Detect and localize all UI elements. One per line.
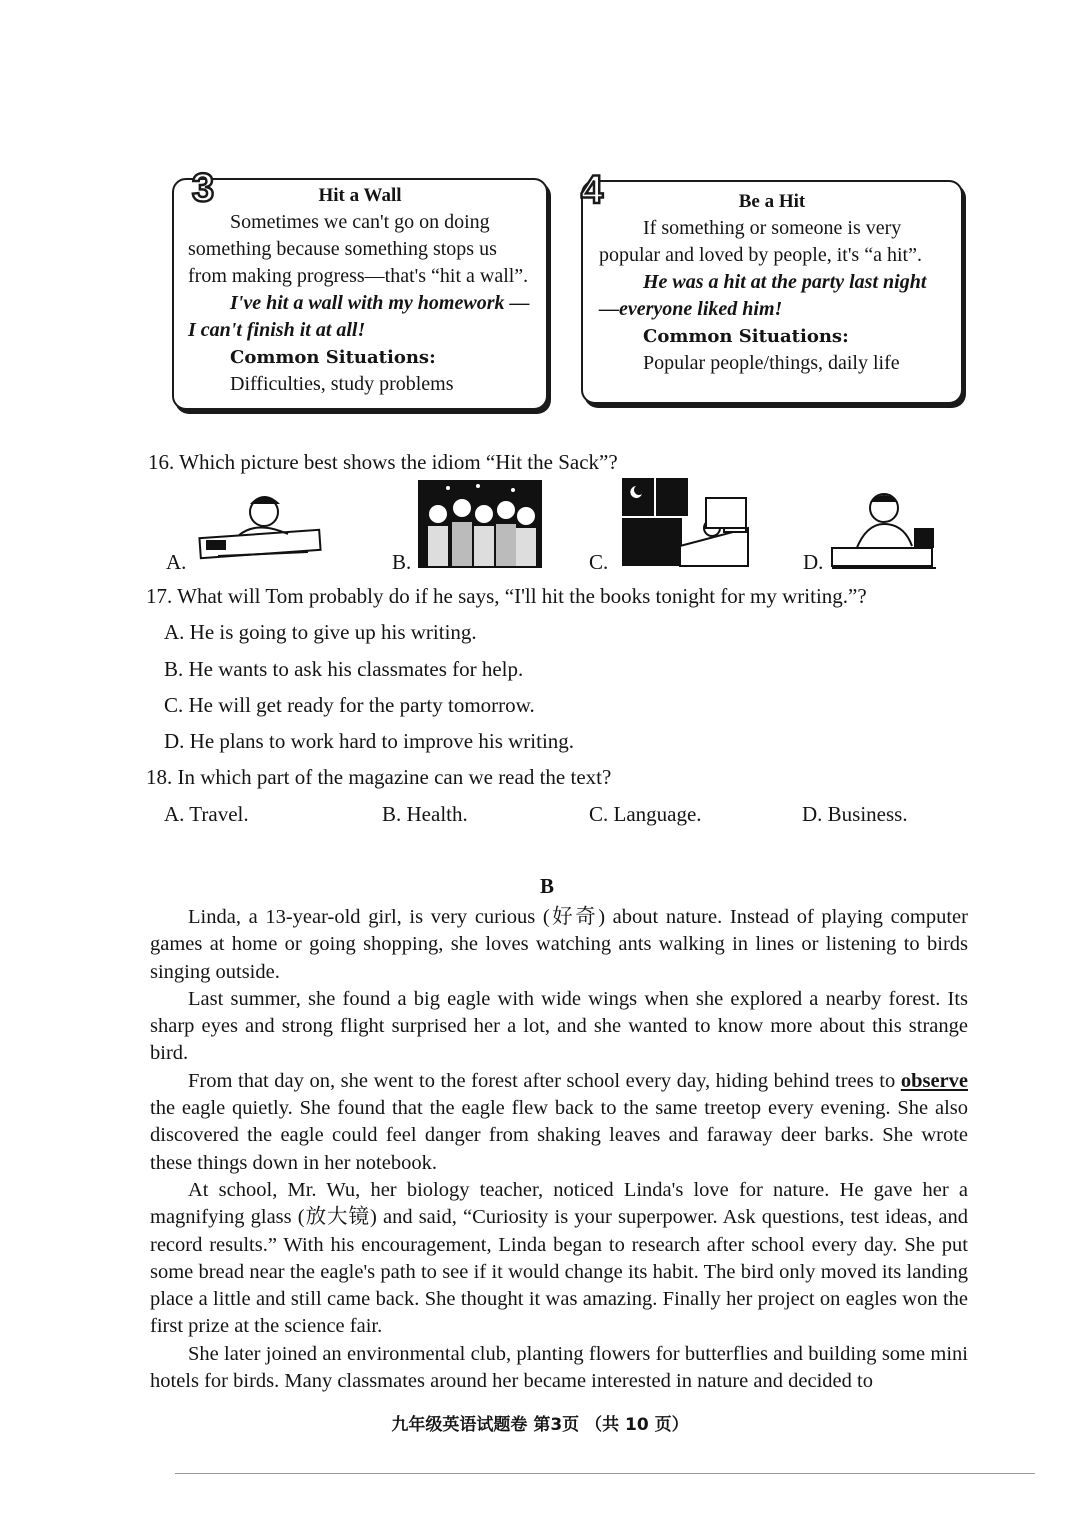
- party-crowd-illustration: [418, 480, 542, 568]
- card-situations: Difficulties, study problems: [230, 373, 454, 395]
- q18-option-a[interactable]: A. Travel.: [164, 802, 249, 826]
- section-title: B: [540, 874, 555, 898]
- card-example: He was a hit at the party last night: [643, 271, 927, 293]
- underlined-word: observe: [900, 1069, 968, 1092]
- card-line: from making progress—that's “hit a wall”.: [188, 265, 529, 287]
- card-example: I've hit a wall with my homework —: [230, 292, 530, 314]
- page-footer: 九年级英语试题卷 第3页 （共 10 页）: [391, 1415, 689, 1435]
- card-title: Be a Hit: [738, 191, 806, 212]
- card-example: I can't finish it at all!: [188, 319, 366, 341]
- card-line: Sometimes we can't go on doing: [230, 211, 490, 233]
- q16-option-a-label[interactable]: A.: [166, 550, 187, 574]
- q16-option-c-label[interactable]: C.: [589, 550, 609, 574]
- sleeping-in-bed-illustration: [620, 476, 750, 568]
- passage-text: the eagle quietly. She found that the eagle flew back to the same treetop every evening. She also discovered the eagle could feel danger from shaking leaves and faraway deer barks. She wrote these things down in her notebook.: [150, 1097, 968, 1174]
- card-line: popular and loved by people, it's “a hit”.: [599, 244, 922, 266]
- passage-paragraph: Last summer, she found a big eagle with wide wings when she explored a nearby forest. Its sharp eyes and strong flight surprised her a lot, and she wanted to know more about this strange bird.: [150, 987, 968, 1065]
- card-situations: Popular people/things, daily life: [643, 352, 900, 374]
- q18-option-b[interactable]: B. Health.: [382, 802, 468, 826]
- card-line: If something or someone is very: [643, 217, 902, 239]
- card-title: Hit a Wall: [318, 185, 402, 206]
- q18-option-d[interactable]: D. Business.: [802, 802, 908, 826]
- card-situations-label: Common Situations:: [230, 347, 436, 368]
- q17-option-a[interactable]: A. He is going to give up his writing.: [164, 620, 477, 644]
- q16-option-d-label[interactable]: D.: [803, 550, 824, 574]
- q17-option-c[interactable]: C. He will get ready for the party tomorrow.: [164, 693, 535, 717]
- passage-paragraph: Linda, a 13-year-old girl, is very curious (好奇) about nature. Instead of playing computer games at home or going shopping, she loves watching ants walking in lines or listening to birds singing outside.: [150, 906, 968, 983]
- q17-option-b[interactable]: B. He wants to ask his classmates for help.: [164, 657, 524, 681]
- passage-paragraph: [150, 1068, 968, 1177]
- idiom-card-be-a-hit: [580, 168, 963, 404]
- card-number: 3: [191, 166, 215, 210]
- idiom-card-hit-a-wall: [172, 166, 548, 410]
- student-studying-illustration: [826, 490, 938, 572]
- student-writing-illustration: [198, 490, 324, 570]
- question-17: 17. What will Tom probably do if he says, “I'll hit the books tonight for my writing.”?: [146, 584, 867, 608]
- q18-option-c[interactable]: C. Language.: [589, 802, 702, 826]
- reading-passage: [150, 904, 968, 1395]
- card-situations-label: Common Situations:: [643, 326, 849, 347]
- q16-option-b-label[interactable]: B.: [392, 550, 412, 574]
- q17-option-d[interactable]: D. He plans to work hard to improve his writing.: [164, 729, 575, 753]
- passage-paragraph: She later joined an environmental club, planting flowers for butterflies and building some mini hotels for birds. Many classmates around her became interested in nature and decided to: [150, 1342, 968, 1393]
- passage-text: From that day on, she went to the forest after school every day, hiding behind trees to: [188, 1069, 901, 1092]
- card-number: 4: [580, 168, 604, 212]
- question-16: 16. Which picture best shows the idiom “Hit the Sack”?: [148, 450, 618, 474]
- passage-paragraph: At school, Mr. Wu, her biology teacher, noticed Linda's love for nature. He gave her a magnifying glass (放大镜) and said, “Curiosity is your superpower. Ask questions, test ideas, and record results.” With his encouragement, Linda began to research after school every day. She put some bread near the eagle's path to see if it would change its habit. The bird only moved its landing place a little and still came back. She thought it was amazing. Finally her project on eagles won the first prize at the science fair.: [150, 1178, 968, 1338]
- footer-divider: [175, 1473, 1035, 1474]
- card-example: —everyone liked him!: [599, 298, 783, 320]
- question-18: 18. In which part of the magazine can we read the text?: [146, 765, 612, 789]
- card-line: something because something stops us: [188, 238, 497, 260]
